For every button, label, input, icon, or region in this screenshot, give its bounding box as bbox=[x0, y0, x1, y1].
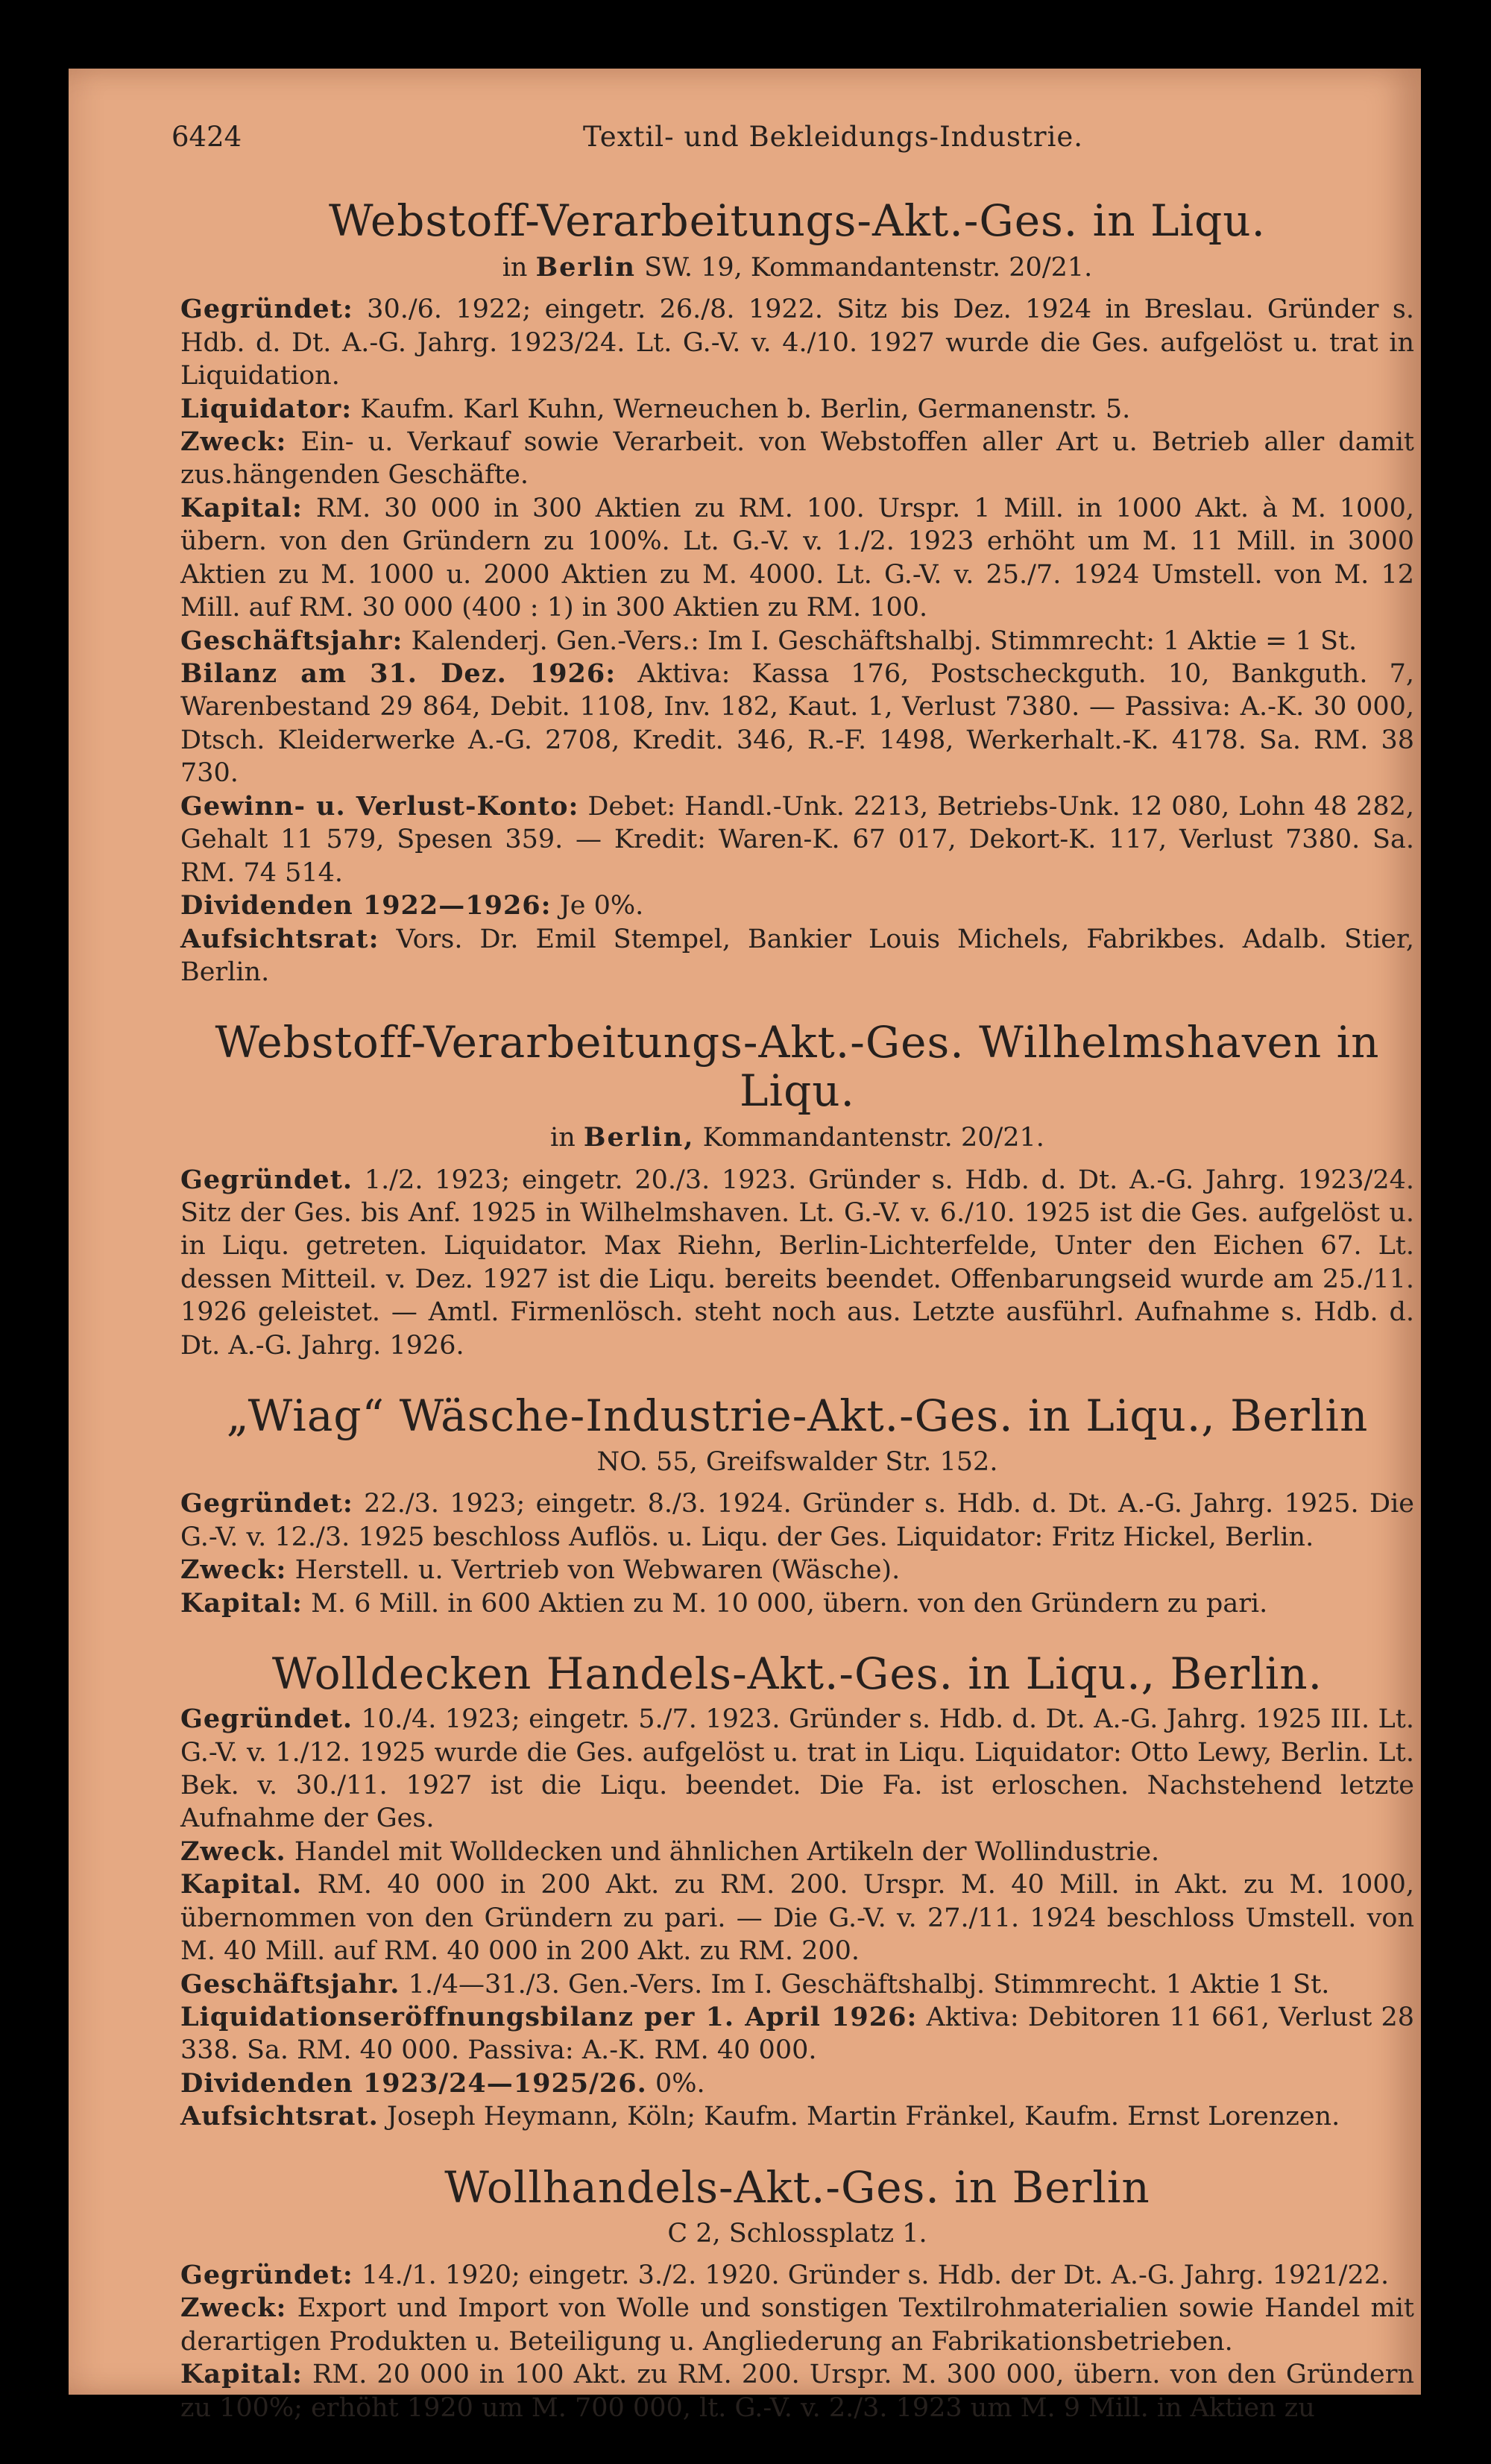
paragraph-text: 1./4—31./3. Gen.-Vers. Im I. Geschäftshalbj. Stimmrecht. 1 Aktie 1 St. bbox=[408, 1969, 1330, 2000]
company-title: Wolldecken Handels-Akt.-Ges. in Liqu., Berlin. bbox=[271, 1648, 1323, 1700]
paragraph-label: Kapital: bbox=[180, 1587, 303, 1619]
page-number: 6424 bbox=[171, 121, 242, 153]
paragraph-text: Aktiva: Kassa 176, Postscheckguth. 10, Bankguth. 7, Warenbestand 29 864, Debit. 1108, Inv. 182, Kaut. 1, Verlust 7380. — Passiva: A.-K. 30 000, Dtsch. Kleiderwerke A.-G. 2708, Kredit. 346, R.-F. 1498, Werkerhalt.-K. 4178. Sa. RM. 38 730. bbox=[180, 659, 1414, 789]
paragraph-label: Zweck: bbox=[180, 426, 287, 457]
paragraph-text: Kaufm. Karl Kuhn, Werneuchen b. Berlin, Germanenstr. 5. bbox=[360, 394, 1131, 424]
paragraph-label: Gegründet. bbox=[180, 1164, 353, 1195]
paragraph-label: Aufsichtsrat. bbox=[180, 2101, 379, 2132]
paragraph-label: Gegründet. bbox=[180, 1704, 353, 1735]
company-title: Wollhandels-Akt.-Ges. in Berlin bbox=[444, 2161, 1150, 2213]
address-street: C 2, Schlossplatz 1. bbox=[667, 2218, 927, 2249]
company-entry bbox=[180, 2161, 1414, 2424]
company-entry bbox=[180, 197, 1414, 989]
paragraph-text: Joseph Heymann, Köln; Kaufm. Martin Fränkel, Kaufm. Ernst Lorenzen. bbox=[386, 2102, 1340, 2132]
entry-paragraph bbox=[180, 889, 1414, 922]
paragraph-text: 0%. bbox=[655, 2068, 705, 2099]
text-column bbox=[180, 180, 1414, 2454]
paragraph-text: Kalenderj. Gen.-Vers.: Im I. Geschäftshalbj. Stimmrecht: 1 Aktie = 1 St. bbox=[411, 626, 1358, 656]
paragraph-text: 14./1. 1920; eingetr. 3./2. 1920. Gründer s. Hdb. der Dt. A.-G. Jahrg. 1921/22. bbox=[361, 2260, 1390, 2290]
page bbox=[69, 69, 1421, 2423]
entry-paragraph bbox=[180, 1703, 1414, 1836]
entry-paragraph bbox=[180, 1836, 1414, 1868]
entry-paragraph bbox=[180, 923, 1414, 989]
paragraph-text: Handel mit Wolldecken und ähnlichen Artikeln der Wollindustrie. bbox=[294, 1836, 1160, 1867]
address-city: Berlin, bbox=[583, 1122, 695, 1153]
entry-paragraph bbox=[180, 658, 1414, 790]
paragraph-label: Liquidator: bbox=[180, 393, 353, 424]
entry-paragraph bbox=[180, 2259, 1414, 2292]
paragraph-text: Vors. Dr. Emil Stempel, Bankier Louis Michels, Fabrikbes. Adalb. Stier, Berlin. bbox=[180, 924, 1414, 987]
paragraph-label: Zweck. bbox=[180, 1836, 286, 1867]
address-street: NO. 55, Greifswalder Str. 152. bbox=[596, 1447, 998, 1478]
paragraph-text: Export und Import von Wolle und sonstigen Textilrohmaterialien sowie Handel mit derartigen Produkten u. Beteiligung u. Angliederung an Fabrikationsbetrieben. bbox=[180, 2293, 1414, 2357]
company-entry bbox=[180, 1650, 1414, 2134]
company-address: in Berlin, Kommandantenstr. 20/21. bbox=[550, 1122, 1044, 1153]
company-address bbox=[180, 1445, 1414, 1480]
company-title: Webstoff-Verarbeitungs-Akt.-Ges. in Liqu. bbox=[329, 195, 1266, 246]
paragraph-label: Liquidationseröffnungsbilanz per 1. April 1926: bbox=[180, 2002, 918, 2033]
paragraph-text: 10./4. 1923; eingetr. 5./7. 1923. Gründer s. Hdb. d. Dt. A.-G. Jahrg. 1925 III. Lt. G.-V. v. 1./12. 1925 wurde die Ges. aufgelöst u. trat in Liqu. Liquidator: Otto Lewy, Berlin. Lt. Bek. v. 30./11. 1927 ist die Liqu. beendet. Die Fa. ist erloschen. Nachstehend letzte Aufnahme der Ges. bbox=[180, 1704, 1414, 1834]
paragraph-text: RM. 40 000 in 200 Akt. zu RM. 200. Urspr. M. 40 Mill. in Akt. zu M. 1000, übernommen von den Gründern zu pari. — Die G.-V. v. 27./11. 1924 beschloss Umstell. von M. 40 Mill. auf RM. 40 000 in 200 Akt. zu RM. 200. bbox=[180, 1870, 1414, 1967]
company-title: „Wiag“ Wäsche-Industrie-Akt.-Ges. in Liqu., Berlin bbox=[226, 1390, 1369, 1442]
paragraph-text: Aktiva: Debitoren 11 661, Verlust 28 338. Sa. RM. 40 000. Passiva: A.-K. RM. 40 000. bbox=[180, 2003, 1414, 2066]
company-entry bbox=[180, 1392, 1414, 1620]
company-address: in Berlin SW. 19, Kommandantenstr. 20/21. bbox=[502, 251, 1093, 283]
paragraph-label: Dividenden 1923/24—1925/26. bbox=[180, 2067, 647, 2099]
paragraph-label: Gegründet: bbox=[180, 294, 353, 325]
entry-paragraph bbox=[180, 625, 1414, 658]
paragraph-label: Bilanz am 31. Dez. 1926: bbox=[180, 658, 617, 690]
entry-paragraph bbox=[180, 293, 1414, 392]
paragraph-label: Aufsichtsrat: bbox=[180, 923, 379, 954]
entry-paragraph bbox=[180, 1487, 1414, 1554]
paragraph-label: Gegründet: bbox=[180, 2259, 353, 2290]
entry-paragraph bbox=[180, 426, 1414, 492]
company-title: Webstoff-Verarbeitungs-Akt.-Ges. Wilhelmshaven in Liqu. bbox=[215, 1017, 1380, 1117]
entry-paragraph bbox=[180, 1164, 1414, 1363]
paragraph-text: 22./3. 1923; eingetr. 8./3. 1924. Gründer s. Hdb. d. Dt. A.-G. Jahrg. 1925. Die G.-V. v. 12./3. 1925 beschloss Auflös. u. Liqu. der Ges. Liquidator: Fritz Hickel, Berlin. bbox=[180, 1489, 1414, 1552]
paragraph-label: Dividenden 1922—1926: bbox=[180, 890, 552, 921]
paragraph-label: Geschäftsjahr: bbox=[180, 625, 403, 656]
entry-paragraph bbox=[180, 492, 1414, 625]
paragraph-text: 1./2. 1923; eingetr. 20./3. 1923. Gründer s. Hdb. d. Dt. A.-G. Jahrg. 1923/24. Sitz der Ges. bis Anf. 1925 in Wilhelmshaven. Lt. G.-V. v. 6./10. 1925 ist die Ges. aufgelöst u. in Liqu. getreten. Liquidator. Max Riehn, Berlin-Lichterfelde, Unter den Eichen 67. Lt. dessen Mitteil. v. Dez. 1927 ist die Liqu. bereits beendet. Offenbarungseid wurde am 25./11. 1926 geleistet. — Amtl. Firmenlösch. steht noch aus. Letzte ausführl. Aufnahme s. Hdb. d. Dt. A.-G. Jahrg. 1926. bbox=[180, 1165, 1414, 1361]
entry-paragraph bbox=[180, 790, 1414, 889]
company-address bbox=[180, 2216, 1414, 2252]
paragraph-label: Zweck: bbox=[180, 2293, 287, 2324]
paragraph-text: Ein- u. Verkauf sowie Verarbeit. von Webstoffen aller Art u. Betrieb aller damit zus.hängenden Geschäfte. bbox=[180, 426, 1414, 491]
address-city: Berlin bbox=[535, 251, 636, 283]
paragraph-label: Geschäftsjahr. bbox=[180, 1968, 400, 2000]
address-street: Kommandantenstr. 20/21. bbox=[702, 1123, 1044, 1153]
company-entry bbox=[180, 1018, 1414, 1362]
address-street: SW. 19, Kommandantenstr. 20/21. bbox=[644, 252, 1093, 283]
entry-paragraph bbox=[180, 1554, 1414, 1587]
paragraph-label: Kapital. bbox=[180, 1869, 303, 1900]
entry-paragraph bbox=[180, 1587, 1414, 1620]
paragraph-label: Kapital: bbox=[180, 492, 303, 523]
entry-paragraph bbox=[180, 2100, 1414, 2133]
running-title: Textil- und Bekleidungs-Industrie. bbox=[583, 121, 1084, 153]
paragraph-label: Gegründet: bbox=[180, 1488, 353, 1519]
paragraph-label: Kapital: bbox=[180, 2359, 303, 2390]
paragraph-text: Herstell. u. Vertrieb von Webwaren (Wäsche). bbox=[294, 1555, 901, 1586]
paragraph-label: Gewinn- u. Verlust-Konto: bbox=[180, 790, 579, 822]
entry-paragraph bbox=[180, 1968, 1414, 2001]
entry-paragraph bbox=[180, 393, 1414, 426]
paragraph-text: Debet: Handl.-Unk. 2213, Betriebs-Unk. 12 080, Lohn 48 282, Gehalt 11 579, Spesen 359. — Kredit: Waren-K. 67 017, Dekort-K. 117, Verlust 7380. Sa. RM. 74 514. bbox=[180, 791, 1414, 888]
entry-paragraph bbox=[180, 2001, 1414, 2067]
paragraph-text: RM. 20 000 in 100 Akt. zu RM. 200. Urspr. M. 300 000, übern. von den Gründern zu 100%; erhöht 1920 um M. 700 000, lt. G.-V. v. 2./3. 1923 um M. 9 Mill. in Aktien zu bbox=[180, 2360, 1414, 2423]
paragraph-label: Zweck: bbox=[180, 1554, 287, 1586]
entry-paragraph bbox=[180, 1868, 1414, 1967]
paragraph-text: Je 0%. bbox=[559, 891, 644, 921]
entry-paragraph bbox=[180, 2292, 1414, 2358]
entry-paragraph bbox=[180, 2067, 1414, 2100]
paragraph-text: RM. 30 000 in 300 Aktien zu RM. 100. Urspr. 1 Mill. in 1000 Akt. à M. 1000, übern. von den Gründern zu 100%. Lt. G.-V. v. 1./2. 1923 erhöht um M. 11 Mill. in 3000 Aktien zu M. 1000 u. 2000 Aktien zu M. 4000. Lt. G.-V. v. 25./7. 1924 Umstell. von M. 12 Mill. auf RM. 30 000 (400 : 1) in 300 Aktien zu RM. 100. bbox=[180, 493, 1414, 623]
entry-paragraph bbox=[180, 2358, 1414, 2424]
paragraph-text: 30./6. 1922; eingetr. 26./8. 1922. Sitz bis Dez. 1924 in Breslau. Gründer s. Hdb. d. Dt. A.-G. Jahrg. 1923/24. Lt. G.-V. v. 4./10. 1927 wurde die Ges. aufgelöst u. trat in Liquidation. bbox=[180, 294, 1414, 391]
running-header bbox=[69, 121, 1421, 158]
paragraph-text: M. 6 Mill. in 600 Aktien zu M. 10 000, übern. von den Gründern zu pari. bbox=[311, 1588, 1268, 1619]
